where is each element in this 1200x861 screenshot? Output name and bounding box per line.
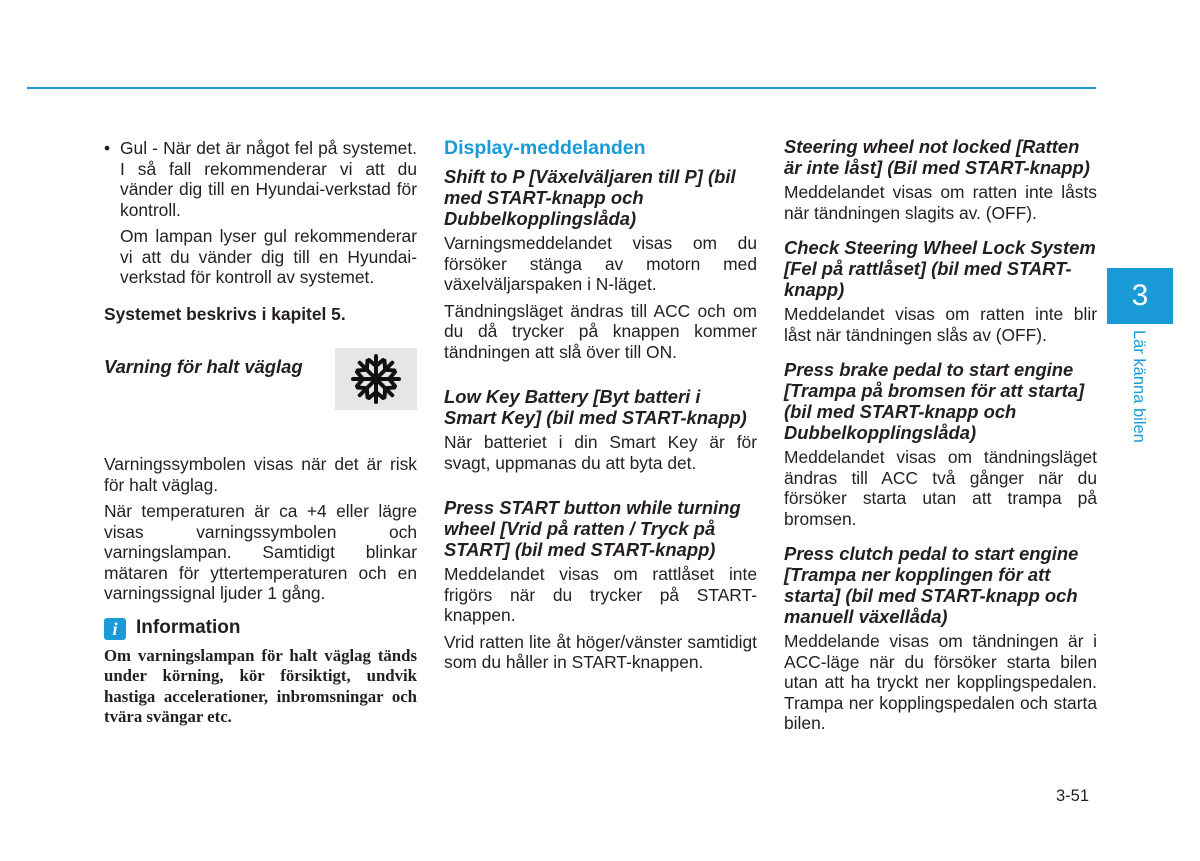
warning-heading: Varning för halt väglag [104, 356, 303, 377]
warning-paragraph-2: När temperaturen är ca +4 eller lägre visas varningssymbolen och varningslampan. Samtidigt blinkar mätaren för yttertemperaturen och en varningssignal ljuder 1 gång. [104, 501, 417, 603]
low-key-heading: Low Key Battery [Byt batteri i Smart Key] (bil med START-knapp) [444, 386, 747, 428]
bullet-paragraph-2: Om lampan lyser gul rekommenderar vi att du vänder dig till en Hyundai-verkstad för kontroll av systemet. [120, 226, 417, 287]
top-rule [27, 87, 1096, 89]
snowflake-icon [335, 348, 417, 410]
clutch-pedal-paragraph: Meddelande visas om tändningen är i ACC-läge när du försöker starta bilen utan att ha tryckt ner kopplingspedalen. Trampa ner kopplingspedalen och starta bilen. [784, 631, 1097, 733]
press-start-paragraph-2: Vrid ratten lite åt höger/vänster samtidigt som du håller in START-knappen. [444, 631, 757, 672]
bullet-mark: • [104, 138, 111, 158]
bullet-body [120, 138, 417, 294]
bullet-paragraph-1: Gul - När det är något fel på systemet. I så fall rekommenderar vi att du vänder dig till en Hyundai-verkstad för kontroll. [120, 138, 417, 220]
chapter-tab: 3 [1107, 268, 1173, 324]
shift-heading: Shift to P [Växelväljaren till P] (bil med START-knapp och Dubbelkopplingslåda) [444, 166, 736, 229]
system-note: Systemet beskrivs i kapitel 5. [104, 303, 346, 324]
section-title: Display-meddelanden [444, 137, 646, 159]
column-1 [104, 136, 417, 734]
bullet-item [104, 138, 417, 294]
page-number: 3-51 [1056, 787, 1090, 805]
column-3 [784, 136, 1097, 740]
check-lock-heading: Check Steering Wheel Lock System [Fel på rattlåset] (bil med START-knapp) [784, 237, 1096, 300]
check-lock-paragraph: Meddelandet visas om ratten inte blir låst när tändningen slås av (OFF). [784, 304, 1097, 345]
info-body: Om varningslampan för halt väglag tänds under körning, kör försiktigt, undvik hastiga accelerationer, inbromsningar och tvära svängar etc. [104, 645, 417, 726]
info-header [104, 618, 417, 640]
press-start-heading: Press START button while turning wheel [Vrid på ratten / Tryck på START] (bil med START-knapp) [444, 497, 741, 560]
shift-paragraph-1: Varningsmeddelandet visas om du försöker stänga av motorn med växelväljarspaken i N-läget. [444, 233, 757, 294]
press-start-paragraph-1: Meddelandet visas om rattlåset inte frigörs när du trycker på START-knappen. [444, 564, 757, 625]
not-locked-paragraph: Meddelandet visas om ratten inte låsts när tändningen slagits av. (OFF). [784, 182, 1097, 223]
shift-paragraph-2: Tändningsläget ändras till ACC och om du då trycker på knappen kommer tändningen att slå över till ON. [444, 300, 757, 362]
low-key-paragraph: När batteriet i din Smart Key är för svagt, uppmanas du att byta det. [444, 432, 757, 473]
chapter-label: Lär känna bilen [1130, 330, 1148, 443]
clutch-pedal-heading: Press clutch pedal to start engine [Trampa ner kopplingen för att starta] (bil med START-knapp och manuell växellåda) [784, 543, 1079, 627]
not-locked-heading: Steering wheel not locked [Ratten är inte låst] (Bil med START-knapp) [784, 136, 1090, 178]
brake-pedal-paragraph: Meddelandet visas om tändningsläget ändras till ACC två gånger när du försöker starta utan att trampa på bromsen. [784, 447, 1097, 529]
column-2 [444, 136, 757, 679]
warning-paragraph-1: Varningssymbolen visas när det är risk för halt väglag. [104, 454, 417, 495]
brake-pedal-heading: Press brake pedal to start engine [Trampa på bromsen för att starta] (bil med START-knapp och Dubbelkopplingslåda) [784, 359, 1085, 443]
info-title: Information [136, 617, 241, 639]
warning-header [104, 348, 417, 434]
info-icon: i [104, 618, 126, 640]
